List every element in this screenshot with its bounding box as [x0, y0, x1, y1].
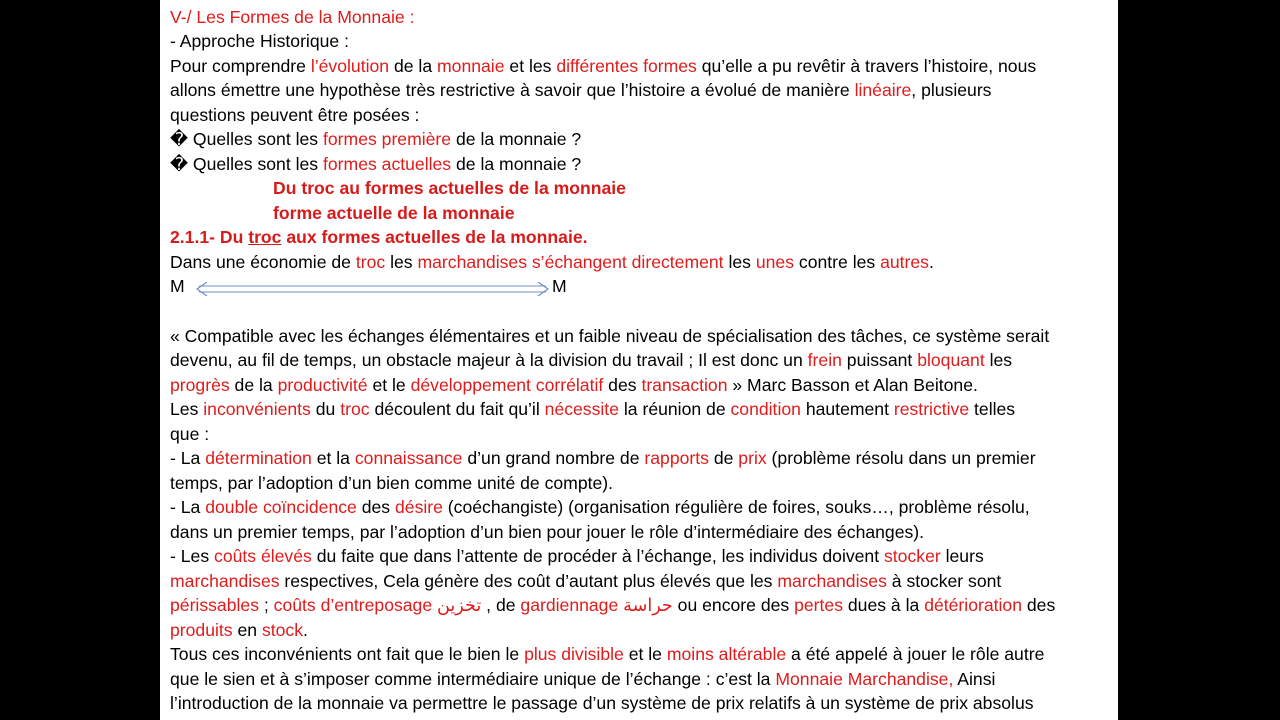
text-segment: (problème résolu dans un premier	[766, 448, 1036, 468]
text-line	[170, 691, 1034, 716]
text-segment: d’un grand nombre de	[462, 448, 645, 468]
text-segment: - Les	[170, 546, 215, 566]
text-segment: gardiennage حراسة	[520, 595, 673, 615]
text-segment: � Quelles sont les	[170, 154, 323, 174]
text-segment: Dans une économie de	[170, 252, 356, 272]
quote-line	[170, 348, 1012, 373]
text-segment: troc	[248, 227, 282, 247]
text-segment: autres	[880, 252, 929, 272]
text-segment: dans un premier temps, par l’adoption d’un bien pour jouer le rôle d’intermédiaire des échanges).	[170, 522, 925, 542]
text-segment: des	[1022, 595, 1056, 615]
text-segment: stock	[261, 620, 304, 640]
text-segment: productivité	[277, 375, 368, 395]
text-segment: du faite que dans l’attente de procéder à l’échange, les individus doivent	[311, 546, 884, 566]
text-segment: allons émettre une hypothèse très restrictive à savoir que l’histoire a évolué de manière	[170, 80, 855, 100]
text-line	[170, 78, 991, 103]
text-segment: marchandises	[777, 571, 887, 591]
list-item	[170, 446, 1036, 471]
arrow-label-right	[552, 274, 567, 299]
text-segment: condition	[730, 399, 801, 419]
text-segment: de	[708, 448, 739, 468]
text-segment: et le	[367, 375, 411, 395]
text-segment: l’évolution	[310, 56, 390, 76]
text-segment: coûts élevés	[214, 546, 312, 566]
text-segment: Monnaie Marchandise,	[775, 669, 954, 689]
text-segment: connaissance	[354, 448, 463, 468]
text-segment: troc	[355, 252, 386, 272]
text-segment: des	[603, 375, 642, 395]
text-segment: rapports	[644, 448, 709, 468]
text-segment: produits	[170, 620, 233, 640]
text-segment: détermination	[205, 448, 312, 468]
text-segment: de la monnaie ?	[451, 129, 582, 149]
text-line	[170, 29, 349, 54]
text-segment: la réunion de	[618, 399, 731, 419]
text-line	[170, 54, 1036, 79]
text-line	[170, 422, 209, 447]
subsection-heading	[170, 225, 588, 250]
text-segment: de la monnaie ?	[451, 154, 582, 174]
text-segment: dues à la	[843, 595, 925, 615]
text-segment: unes	[755, 252, 795, 272]
text-segment: et les	[504, 56, 557, 76]
text-segment: transaction	[641, 375, 728, 395]
text-segment: progrès	[170, 375, 230, 395]
text-segment: et la	[311, 448, 355, 468]
text-segment: inconvénients	[203, 399, 311, 419]
text-segment: respectives, Cela génère des coût d’autant plus élevés que les	[279, 571, 778, 591]
text-line	[170, 103, 419, 128]
text-segment: M	[170, 276, 185, 296]
text-segment: moins altérable	[666, 644, 787, 664]
text-segment: M	[552, 276, 567, 296]
text-segment: périssables	[170, 595, 259, 615]
text-line	[170, 397, 1015, 422]
text-segment: de la	[389, 56, 438, 76]
text-segment: les	[723, 252, 756, 272]
text-segment: que le sien et à s’imposer comme intermédiaire unique de l’échange : c’est la	[170, 669, 776, 689]
text-segment: Pour comprendre	[170, 56, 311, 76]
text-segment: Ainsi	[953, 669, 996, 689]
text-segment: Les	[170, 399, 204, 419]
list-item	[170, 569, 1001, 594]
text-segment: plus divisible	[524, 644, 624, 664]
text-segment: de la	[229, 375, 278, 395]
text-segment: , plusieurs	[911, 80, 992, 100]
text-segment: temps, par l’adoption d’un bien comme unité de compte).	[170, 473, 614, 493]
bullet-line	[170, 127, 581, 152]
text-segment: et le	[623, 644, 667, 664]
text-line	[170, 250, 934, 275]
text-segment: ;	[259, 595, 274, 615]
text-segment: stocker	[884, 546, 941, 566]
text-segment: hautement	[800, 399, 894, 419]
text-segment: .	[303, 620, 308, 640]
text-segment: prix	[738, 448, 767, 468]
quote-line	[170, 324, 1049, 349]
text-segment: ou encore des	[672, 595, 795, 615]
text-segment: du	[310, 399, 341, 419]
bullet-line	[170, 152, 581, 177]
text-segment: leurs	[940, 546, 984, 566]
text-segment: l’introduction de la monnaie va permettre le passage d’un système de prix relatifs à un système de prix absolus	[170, 693, 1034, 713]
text-segment: pertes	[794, 595, 843, 615]
text-segment: � Quelles sont les	[170, 129, 323, 149]
text-segment: « Compatible avec les échanges élémentaires et un faible niveau de spécialisation des tâches, ce système serait	[170, 326, 1050, 346]
text-segment: (coéchangiste) (organisation régulière de foires, souks…, problème résolu,	[442, 497, 1030, 517]
list-item	[170, 495, 1030, 520]
text-segment: différentes formes	[556, 56, 697, 76]
text-segment: les	[385, 252, 418, 272]
text-segment: - La	[170, 497, 206, 517]
text-segment: marchandises s’échangent directement	[417, 252, 724, 272]
text-segment: qu’elle a pu revêtir à travers l’histoire, nous	[696, 56, 1037, 76]
text-segment: formes actuelles	[323, 154, 452, 174]
text-segment: bloquant	[917, 350, 985, 370]
text-segment: coûts d’entreposage تخزين	[273, 595, 482, 615]
quote-line	[170, 373, 978, 398]
list-item	[170, 618, 308, 643]
list-item	[170, 544, 984, 569]
text-segment: Tous ces inconvénients ont fait que le bien le	[170, 644, 525, 664]
bold-heading	[273, 201, 515, 226]
text-segment: telles	[969, 399, 1016, 419]
text-segment: questions peuvent être posées :	[170, 105, 420, 125]
text-segment: , de	[481, 595, 521, 615]
bold-heading	[273, 176, 626, 201]
text-segment: - Approche Historique :	[170, 31, 349, 51]
list-item	[170, 593, 1055, 618]
text-segment: les	[984, 350, 1013, 370]
text-segment: - La	[170, 448, 206, 468]
text-segment: formes première	[323, 129, 452, 149]
text-segment: nécessite	[544, 399, 619, 419]
document-page	[160, 0, 1118, 720]
text-segment: troc	[340, 399, 370, 419]
text-segment: des	[356, 497, 395, 517]
text-segment: marchandises	[170, 571, 280, 591]
text-segment: développement corrélatif	[410, 375, 604, 395]
text-segment: restrictive	[893, 399, 970, 419]
text-segment: forme actuelle de la monnaie	[273, 203, 515, 223]
text-line	[170, 642, 1044, 667]
text-segment: que :	[170, 424, 210, 444]
text-segment: devenu, au fil de temps, un obstacle majeur à la division du travail ; Il est donc un	[170, 350, 808, 370]
text-segment: aux formes actuelles de la monnaie.	[281, 227, 588, 247]
text-line	[170, 667, 995, 692]
list-item	[170, 520, 924, 545]
text-segment: monnaie	[437, 56, 505, 76]
text-segment: puissant	[841, 350, 918, 370]
text-segment: désire	[395, 497, 443, 517]
text-segment: contre les	[794, 252, 881, 272]
text-segment: Du troc au formes actuelles de la monnaie	[273, 178, 626, 198]
text-segment: double coïncidence	[205, 497, 357, 517]
text-segment: 2.1.1- Du	[170, 227, 249, 247]
section-title: V-/ Les Formes de la Monnaie :	[170, 7, 415, 27]
text-segment: linéaire	[854, 80, 912, 100]
text-segment: a été appelé à jouer le rôle autre	[786, 644, 1045, 664]
text-segment: découlent du fait qu’il	[369, 399, 545, 419]
text-segment: » Marc Basson et Alan Beitone.	[727, 375, 978, 395]
text-segment: en	[232, 620, 262, 640]
text-segment: à stocker sont	[886, 571, 1002, 591]
text-segment: détérioration	[924, 595, 1022, 615]
list-item	[170, 471, 613, 496]
text-segment: frein	[807, 350, 842, 370]
text-segment: .	[928, 252, 934, 272]
arrow-label-left	[170, 274, 185, 299]
double-arrow-icon	[195, 282, 550, 296]
